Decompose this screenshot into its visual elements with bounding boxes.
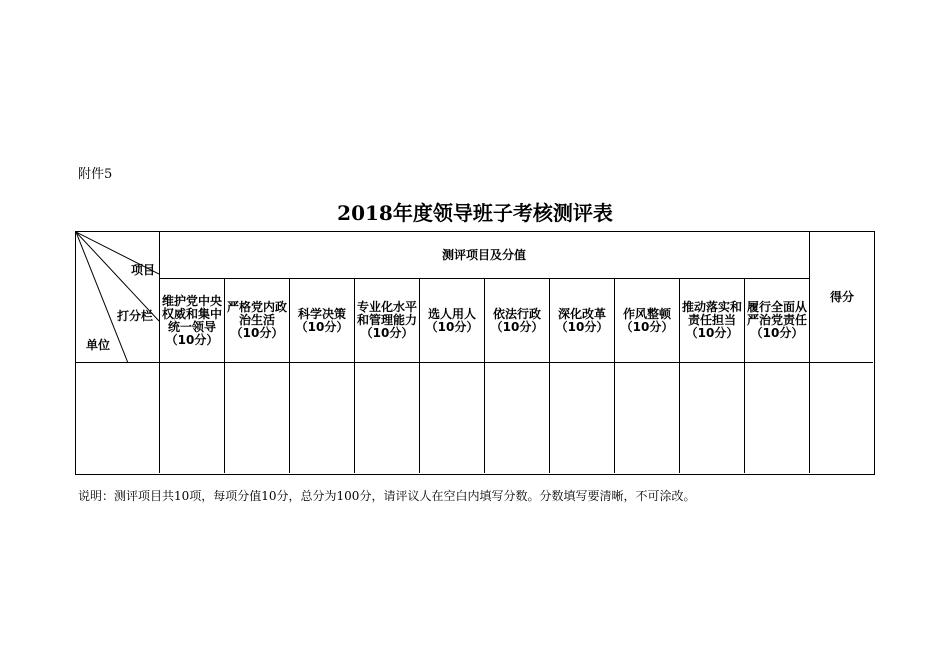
grid-line-v: [614, 278, 615, 473]
corner-item-label: 项目: [131, 263, 156, 277]
column-header: 科学决策（10分）: [295, 306, 349, 334]
grid-line-v: [289, 278, 290, 473]
score-entry-cell[interactable]: [225, 363, 289, 473]
grid-line-h: [76, 362, 873, 363]
grid-line-v: [159, 232, 160, 473]
column-header: 专业化水平和管理能力（10分）: [357, 300, 418, 340]
score-entry-cell[interactable]: [160, 363, 224, 473]
score-entry-cell[interactable]: [680, 363, 744, 473]
unit-entry-cell[interactable]: [76, 363, 159, 473]
column-header: 选人用人（10分）: [425, 306, 479, 334]
score-entry-cell[interactable]: [290, 363, 354, 473]
grid-line-v: [679, 278, 680, 473]
score-entry-cell[interactable]: [745, 363, 809, 473]
grid-line-v: [549, 278, 550, 473]
grid-line-v: [484, 278, 485, 473]
score-entry-cell[interactable]: [550, 363, 614, 473]
attachment-label: 附件5: [78, 167, 113, 182]
score-entry-cell[interactable]: [355, 363, 419, 473]
instruction-note: 说明：测评项目共10项，每项分值10分，总分为100分，请评议人在空白内填写分数。分数填写要清晰，不可涂改。: [78, 489, 696, 503]
column-header: 作风整顿（10分）: [620, 306, 674, 334]
score-entry-cell[interactable]: [420, 363, 484, 473]
evaluation-table: [75, 231, 875, 475]
grid-line-v: [744, 278, 745, 473]
grid-line-v: [809, 232, 810, 473]
total-score-entry-cell[interactable]: [810, 363, 873, 473]
group-header: 测评项目及分值: [441, 247, 526, 262]
column-header: 推动落实和责任担当（10分）: [682, 300, 743, 340]
grid-line-v: [354, 278, 355, 473]
grid-line-v: [419, 278, 420, 473]
score-entry-cell[interactable]: [485, 363, 549, 473]
corner-unit-label: 单位: [86, 338, 111, 352]
score-entry-cell[interactable]: [615, 363, 679, 473]
total-score-header: 得分: [829, 290, 854, 304]
column-header: 深化改革（10分）: [555, 306, 609, 334]
column-header: 严格党内政治生活（10分）: [227, 300, 288, 340]
column-header: 履行全面从严治党责任（10分）: [747, 300, 808, 340]
corner-score-label: 打分栏: [117, 309, 154, 323]
grid-line-v: [224, 278, 225, 473]
column-header: 维护党中央权威和集中统一领导（10分）: [162, 293, 223, 347]
page-title: 2018年度领导班子考核测评表: [337, 201, 613, 225]
column-header: 依法行政（10分）: [490, 306, 544, 334]
